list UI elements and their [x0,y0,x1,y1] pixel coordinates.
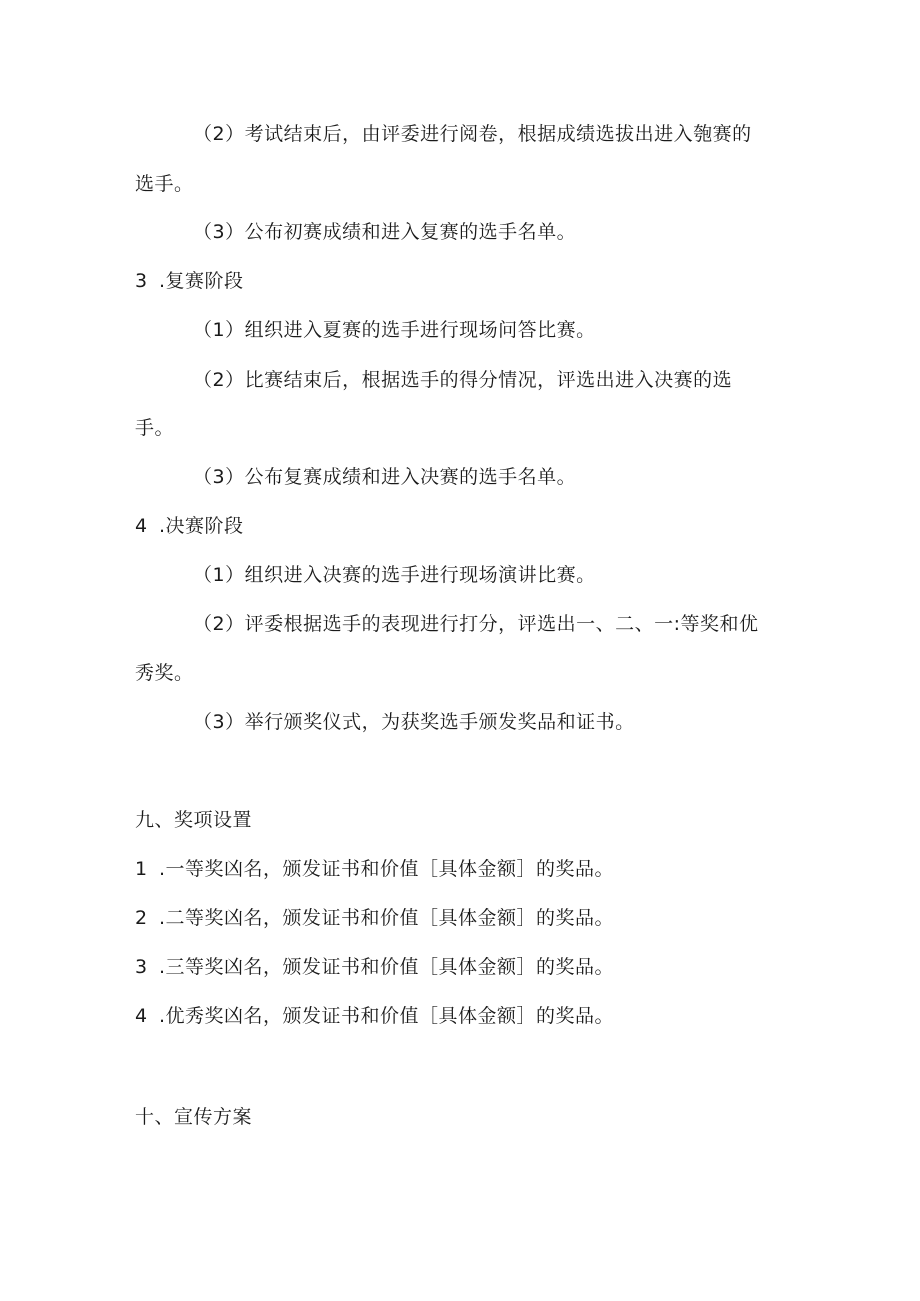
list-item [135,906,614,930]
paragraph-line: （1）组织进入夏赛的选手进行现场问答比赛。 [193,319,596,341]
paragraph-line: （2）评委根据选手的表现进行打分，评选出一、二、一:等奖和优 [193,613,759,635]
list-number: 1 [135,858,148,880]
chapter-heading-10: 十、宣传方案 [135,1106,253,1128]
list-number: 2 [135,907,148,929]
list-item-text: .一等奖凶名，颁发证书和价值［具体金额］的奖品。 [159,858,615,880]
heading-text: .复赛阶段 [159,270,244,292]
list-item [135,857,614,881]
heading-text: .决赛阶段 [159,515,244,537]
list-item [135,1004,614,1028]
list-item-text: .三等奖凶名，颁发证书和价值［具体金额］的奖品。 [159,956,615,978]
paragraph-line: （3）公布初赛成绩和进入复赛的选手名单。 [193,221,577,243]
paragraph-line: 秀奖。 [135,662,194,684]
paragraph-line: （1）组织进入决赛的选手进行现场演讲比赛。 [193,564,596,586]
paragraph-line: 选手。 [135,173,194,195]
list-item-text: .二等奖凶名，颁发证书和价值［具体金额］的奖品。 [159,907,615,929]
paragraph-line: （2）考试结束后，由评委进行阅卷，根据成绩选拔出进入匏赛的 [193,123,752,145]
list-item-text: .优秀奖凶名，颁发证书和价值［具体金额］的奖品。 [159,1005,615,1027]
list-number: 4 [135,515,148,537]
section-heading-4 [135,514,244,538]
paragraph-line: （3）举行颁奖仪式，为获奖选手颁发奖品和证书。 [193,711,635,733]
list-number: 3 [135,956,148,978]
list-number: 4 [135,1005,148,1027]
list-item [135,955,614,979]
section-heading-3 [135,269,244,293]
chapter-heading-9: 九、奖项设置 [135,809,253,831]
paragraph-line: （3）公布复赛成绩和进入决赛的选手名单。 [193,466,577,488]
paragraph-line: （2）比赛结束后，根据选手的得分情况，评选出进入决赛的选 [193,369,733,391]
paragraph-line: 手。 [135,417,175,439]
list-number: 3 [135,270,148,292]
